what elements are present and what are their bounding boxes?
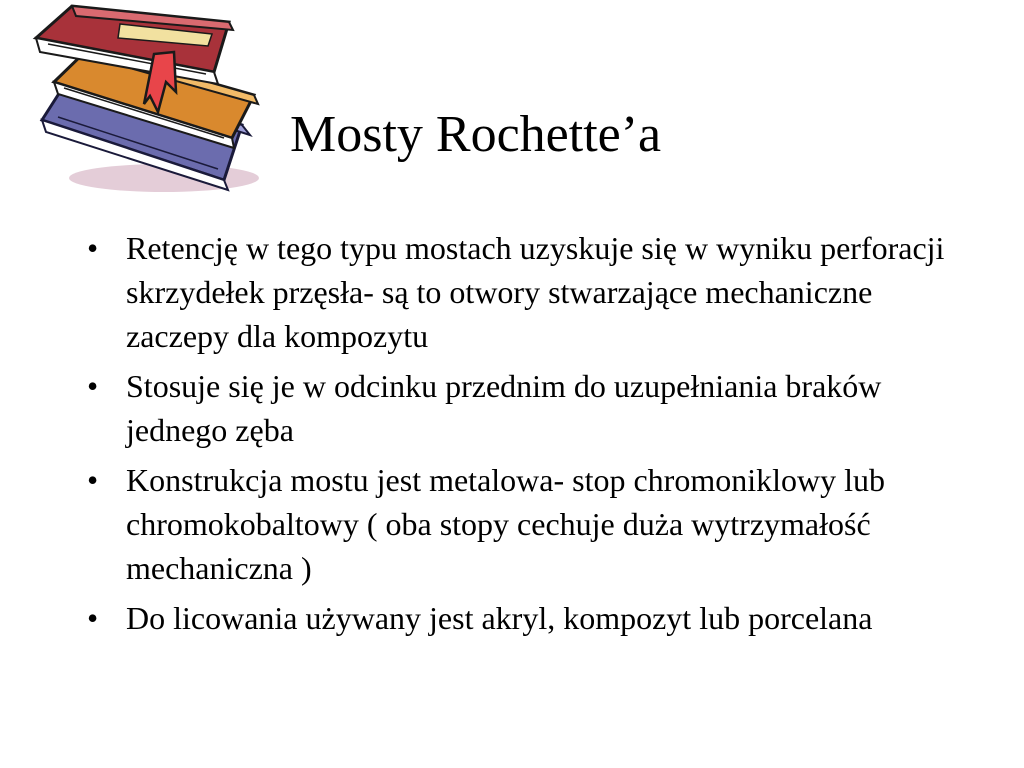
bullet-text: Konstrukcja mostu jest metalowa- stop chromoniklowy lub chromokobaltowy ( oba stopy cechuje duża wytrzymałość mechaniczna )	[126, 462, 885, 586]
bullet-icon: •	[87, 462, 99, 498]
bullet-item	[80, 226, 960, 358]
bullet-text: Retencję w tego typu mostach uzyskuje się w wyniku perforacji skrzydełek przęsła- są to otwory stwarzające mechaniczne zaczepy dla kompozytu	[126, 230, 945, 354]
bullet-icon: •	[87, 600, 99, 636]
bullet-item	[80, 596, 960, 640]
stack-of-books-icon	[14, 0, 269, 196]
slide-title: Mosty Rochette’a	[290, 106, 662, 163]
bullet-list	[80, 226, 960, 646]
bullet-item	[80, 458, 960, 590]
bullet-icon: •	[87, 368, 99, 404]
bullet-text: Do licowania używany jest akryl, kompozyt lub porcelana	[126, 600, 873, 636]
bullet-item	[80, 364, 960, 452]
bullet-text: Stosuje się je w odcinku przednim do uzupełniania braków jednego zęba	[126, 368, 882, 448]
bullet-icon: •	[87, 230, 99, 266]
